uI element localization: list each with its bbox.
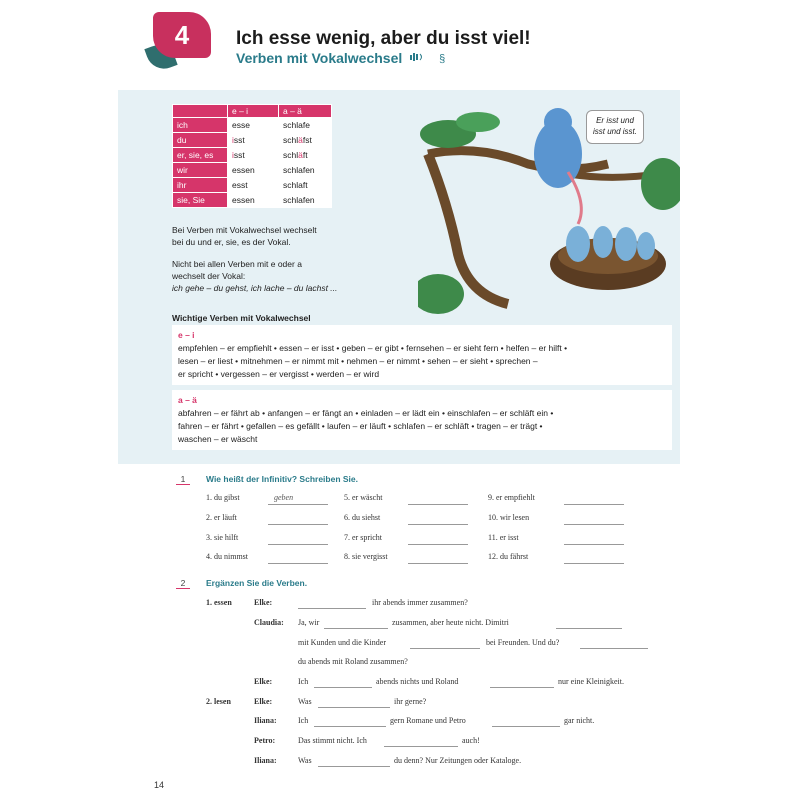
- ex2-text: gar nicht.: [564, 716, 595, 725]
- ex2-blank[interactable]: [324, 628, 388, 629]
- ex1-item: 9. er empfiehlt: [488, 493, 535, 502]
- ex2-text: ihr gerne?: [394, 697, 427, 706]
- table-row: [173, 193, 332, 208]
- table-header: a – ä: [279, 105, 332, 118]
- ex1-item: 2. er läuft: [206, 513, 237, 522]
- e-i-cell: esst: [228, 178, 279, 193]
- rule1-line: bei du und er, sie, es der Vokal.: [172, 237, 291, 247]
- ex2-text: gern Romane und Petro: [390, 716, 466, 725]
- ex2-speaker: Elke:: [254, 697, 273, 706]
- bubble-line: Er isst und: [596, 116, 634, 125]
- bubble-line: isst und isst.: [592, 127, 637, 136]
- ex2-speaker: Elke:: [254, 598, 273, 607]
- table-header: [173, 105, 228, 118]
- unit-badge: [153, 12, 211, 58]
- ex2-text: abends nichts und Roland: [376, 677, 459, 686]
- ex1-item: 12. du fährst: [488, 552, 529, 561]
- ex1-item: 1. du gibst: [206, 493, 240, 502]
- e-i-cell: essen: [228, 163, 279, 178]
- subtitle-text: Verben mit Vokalwechsel: [236, 50, 403, 66]
- ex1-item: 7. er spricht: [344, 533, 382, 542]
- ex1-blank[interactable]: [408, 563, 468, 564]
- ex1-blank[interactable]: [268, 544, 328, 545]
- ex1-item: 5. er wäscht: [344, 493, 383, 502]
- table-header-row: [173, 105, 332, 118]
- ex1-item: 3. sie hilft: [206, 533, 239, 542]
- pronoun-cell: ihr: [173, 178, 228, 193]
- verb-list-line: fahren – er fährt • gefallen – es gefällt • laufen – er läuft • schlafen – er schläft • tragen – er trägt •: [178, 421, 543, 431]
- pronoun-cell: er, sie, es: [173, 148, 228, 163]
- ex2-blank[interactable]: [318, 766, 390, 767]
- ex2-blank[interactable]: [314, 687, 372, 688]
- rule-text-1: [172, 224, 317, 248]
- conjugation-table: [172, 104, 332, 208]
- page-subtitle: [236, 50, 402, 66]
- rule-text-2: [172, 258, 337, 294]
- rule2-line: ich gehe – du gehst, ich lache – du lachst ...: [172, 283, 338, 293]
- exercise-2-instruction: Ergänzen Sie die Verben.: [206, 578, 308, 588]
- ex1-item: 4. du nimmst: [206, 552, 249, 561]
- ex2-speaker: Iliana:: [254, 756, 277, 765]
- ex1-blank[interactable]: [268, 504, 328, 505]
- ex1-blank[interactable]: [564, 563, 624, 564]
- speech-bubble: [586, 110, 644, 144]
- rule1-line: Bei Verben mit Vokalwechsel wechselt: [172, 225, 317, 235]
- table-row: [173, 118, 332, 133]
- table-row: [173, 148, 332, 163]
- exercise-2-number: 2: [176, 578, 190, 589]
- a-ae-label: a – ä: [178, 395, 197, 405]
- ex2-text: mit Kunden und die Kinder: [298, 638, 386, 647]
- table-row: [173, 178, 332, 193]
- verb-list-line: waschen – er wäscht: [178, 434, 258, 444]
- ex1-blank[interactable]: [564, 504, 624, 505]
- ex2-text: Was: [298, 697, 312, 706]
- pronoun-cell: sie, Sie: [173, 193, 228, 208]
- a-ae-cell: schlafen: [279, 163, 332, 178]
- table-row: [173, 133, 332, 148]
- ex1-blank[interactable]: [564, 544, 624, 545]
- pronoun-cell: du: [173, 133, 228, 148]
- table-row: [173, 163, 332, 178]
- e-i-cell: isst: [228, 148, 279, 163]
- exercise-1-number: 1: [176, 474, 190, 485]
- audio-track-label: §: [439, 53, 446, 65]
- ex2-speaker: Iliana:: [254, 716, 277, 725]
- ex2-text: du abends mit Roland zusammen?: [298, 657, 408, 666]
- audio-bars-icon: [410, 52, 432, 62]
- unit-number: 4: [174, 19, 190, 50]
- ex1-blank[interactable]: [408, 504, 468, 505]
- ex2-blank[interactable]: [298, 608, 366, 609]
- a-ae-cell: schläfst: [279, 133, 332, 148]
- workbook-page: [118, 0, 680, 800]
- page-title: Ich esse wenig, aber du isst viel!: [236, 28, 531, 49]
- ex2-blank[interactable]: [490, 687, 554, 688]
- exercise-1-instruction: Wie heißt der Infinitiv? Schreiben Sie.: [206, 474, 359, 484]
- ex2-text: Das stimmt nicht. Ich: [298, 736, 367, 745]
- e-i-cell: essen: [228, 193, 279, 208]
- ex2-text: Was: [298, 756, 312, 765]
- verb-list-line: lesen – er liest • mitnehmen – er nimmt mit • nehmen – er nimmt • sehen – er sieht • sprechen –: [178, 356, 538, 366]
- ex2-text: zusammen, aber heute nicht. Dimitri: [392, 618, 509, 627]
- ex2-blank[interactable]: [492, 726, 560, 727]
- e-i-label: e – i: [178, 330, 195, 340]
- ex1-blank[interactable]: [408, 544, 468, 545]
- ex2-speaker: Petro:: [254, 736, 276, 745]
- e-i-cell: esse: [228, 118, 279, 133]
- ex1-item: 8. sie vergisst: [344, 552, 388, 561]
- ex2-blank[interactable]: [410, 648, 480, 649]
- ex2-verb-label: 1. essen: [206, 598, 232, 607]
- a-ae-cell: schläft: [279, 148, 332, 163]
- ex1-item: 10. wir lesen: [488, 513, 530, 522]
- ex2-speaker: Elke:: [254, 677, 273, 686]
- ex2-text: ihr abends immer zusammen?: [372, 598, 468, 607]
- a-ae-cell: schlaft: [279, 178, 332, 193]
- e-i-cell: isst: [228, 133, 279, 148]
- ex1-item: 6. du siehst: [344, 513, 381, 522]
- ex2-verb-label: 2. lesen: [206, 697, 231, 706]
- important-verbs-heading: Wichtige Verben mit Vokalwechsel: [172, 313, 311, 323]
- ex2-text: Ich: [298, 677, 309, 686]
- pronoun-cell: ich: [173, 118, 228, 133]
- table-header: e – i: [228, 105, 279, 118]
- pronoun-cell: wir: [173, 163, 228, 178]
- ex2-text: auch!: [462, 736, 480, 745]
- e-i-verb-box: [172, 325, 672, 385]
- verb-list-line: empfehlen – er empfiehlt • essen – er isst • geben – er gibt • fernsehen – er sieht fern • helfen – er hilft •: [178, 343, 568, 353]
- a-ae-cell: schlafen: [279, 193, 332, 208]
- ex1-blank[interactable]: [564, 524, 624, 525]
- ex1-item: 11. er isst: [488, 533, 519, 542]
- ex2-blank[interactable]: [318, 707, 390, 708]
- rule2-line: Nicht bei allen Verben mit e oder a: [172, 259, 302, 269]
- ex1-blank[interactable]: [268, 563, 328, 564]
- verb-list-line: abfahren – er fährt ab • anfangen – er fängt an • einladen – er lädt ein • einschlafen – er schläft ein •: [178, 408, 554, 418]
- ex2-text: du denn? Nur Zeitungen oder Kataloge.: [394, 756, 522, 765]
- ex2-blank[interactable]: [384, 746, 458, 747]
- ex2-blank[interactable]: [314, 726, 386, 727]
- ex1-blank[interactable]: [268, 524, 328, 525]
- ex2-text: Ja, wir: [298, 618, 320, 627]
- rule2-line: wechselt der Vokal:: [172, 271, 246, 281]
- ex2-text: bei Freunden. Und du?: [486, 638, 560, 647]
- ex2-text: Ich: [298, 716, 309, 725]
- ex2-blank[interactable]: [580, 648, 648, 649]
- a-ae-verb-box: [172, 390, 672, 450]
- a-ae-cell: schlafe: [279, 118, 332, 133]
- ex2-text: nur eine Kleinigkeit.: [558, 677, 624, 686]
- audio-icon[interactable]: [410, 52, 445, 65]
- ex1-blank[interactable]: [408, 524, 468, 525]
- ex1-answer: geben: [274, 493, 294, 502]
- verb-list-line: er spricht • vergessen – er vergisst • werden – er wird: [178, 369, 380, 379]
- ex2-blank[interactable]: [556, 628, 622, 629]
- page-number: 14: [154, 780, 165, 790]
- ex2-speaker: Claudia:: [254, 618, 284, 627]
